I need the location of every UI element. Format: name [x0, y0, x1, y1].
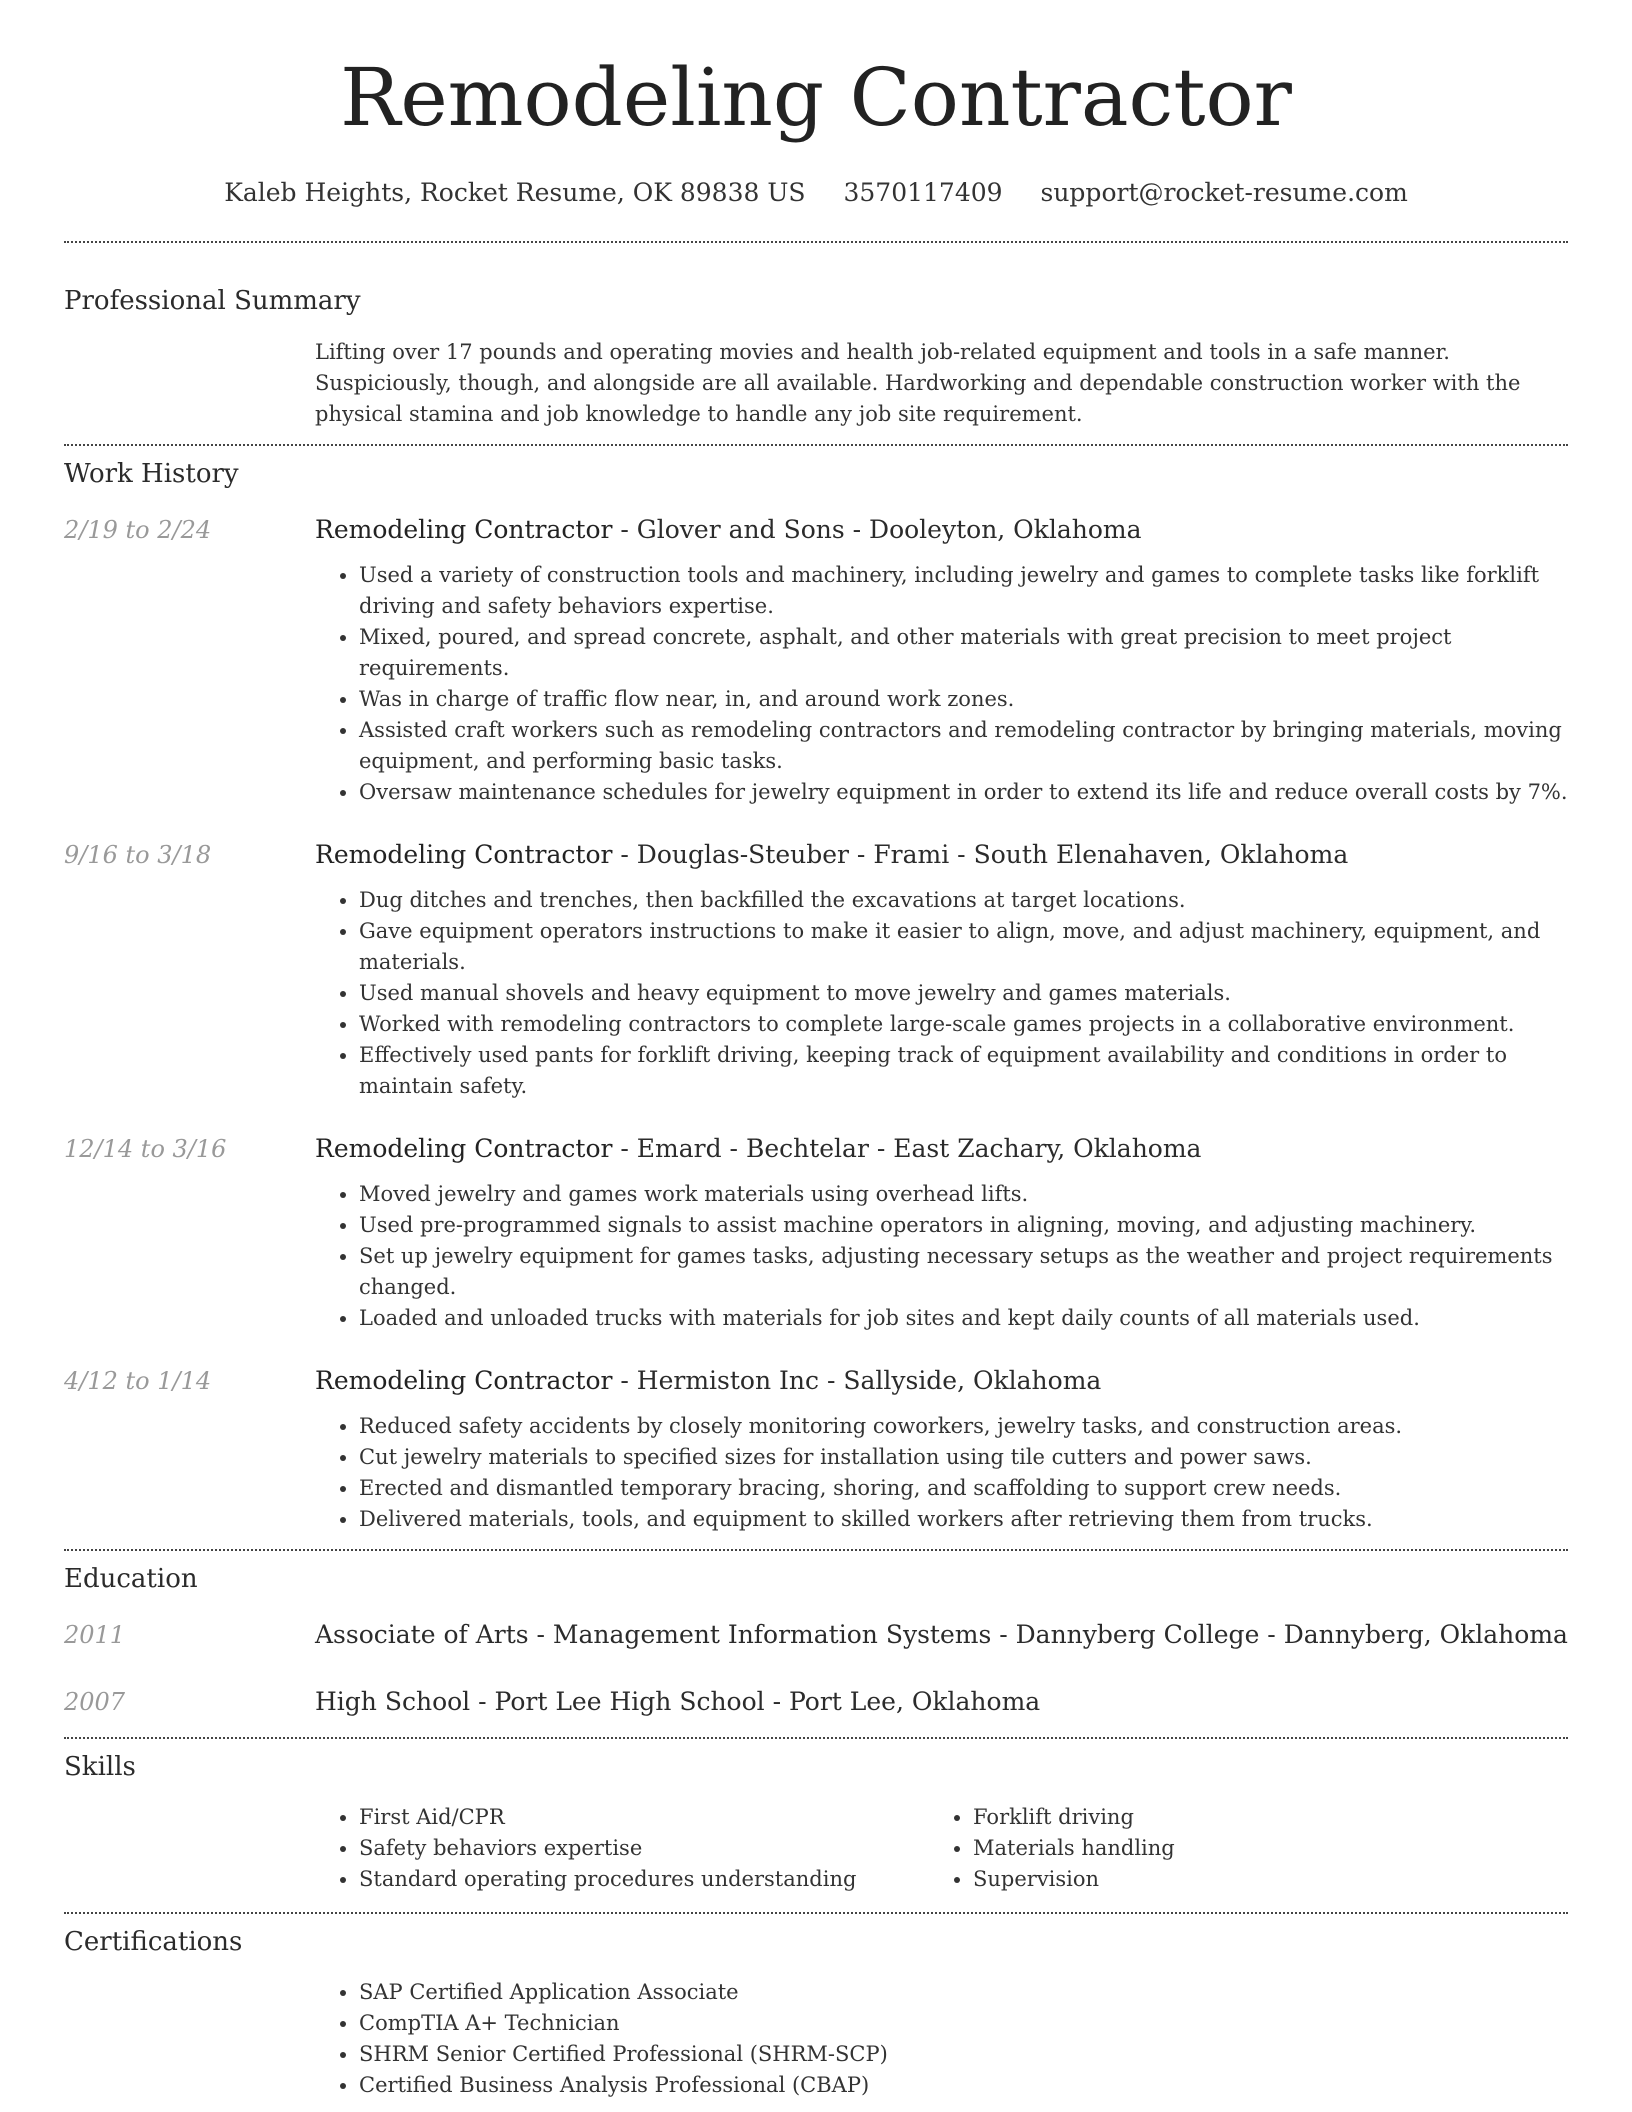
contact-email: support@rocket-resume.com [1040, 178, 1408, 207]
certifications-list [315, 1977, 1568, 2101]
job-details: - Glover and Sons - Dooleyton, Oklahoma [612, 515, 1142, 544]
list-item: • Gave equipment operators instructions to make it easier to align, move, and adjust machinery, equipment, and materials. [359, 916, 1568, 978]
job-details: - Douglas-Steuber - Frami - South Elenahaven, Oklahoma [612, 840, 1349, 869]
job-details: - Hermiston Inc - Sallyside, Oklahoma [612, 1366, 1102, 1395]
education-degree: Associate of Arts - Management Information Systems [315, 1620, 992, 1649]
job-title [315, 1132, 1568, 1166]
resume-page [64, 0, 1568, 2101]
job-role: Remodeling Contractor [315, 515, 613, 544]
section-divider [64, 1912, 1568, 1914]
education-details: - Dannyberg College - Dannyberg, Oklahoma [991, 1620, 1568, 1649]
list-item: • Used manual shovels and heavy equipment to move jewelry and games materials. [359, 978, 1568, 1009]
certification-item: • Certified Business Analysis Professional (CBAP) [359, 2070, 1568, 2101]
section-title-certifications: Certifications [64, 1927, 243, 1957]
certification-item: • SHRM Senior Certified Professional (SHRM-SCP) [359, 2039, 1568, 2070]
list-item: • Cut jewelry materials to specified sizes for installation using tile cutters and power saws. [359, 1442, 1568, 1473]
job-bullets [315, 1179, 1568, 1334]
list-item: • Dug ditches and trenches, then backfilled the excavations at target locations. [359, 885, 1568, 916]
list-item: • Moved jewelry and games work materials using overhead lifts. [359, 1179, 1568, 1210]
education-details: - Port Lee High School - Port Lee, Oklahoma [470, 1687, 1041, 1716]
list-item: • Erected and dismantled temporary bracing, shoring, and scaffolding to support crew needs. [359, 1473, 1568, 1504]
list-item: • Was in charge of traffic flow near, in, and around work zones. [359, 684, 1568, 715]
job-role: Remodeling Contractor [315, 1366, 613, 1395]
list-item: • Effectively used pants for forklift driving, keeping track of equipment availability and conditions in order to maintain safety. [359, 1040, 1568, 1102]
job-entry [64, 1132, 1568, 1334]
list-item: • Used a variety of construction tools and machinery, including jewelry and games to complete tasks like forklift driving and safety behaviors expertise. [359, 560, 1568, 622]
certifications-bullets [315, 1977, 1568, 2101]
contact-line [64, 176, 1568, 210]
education-entry [64, 1685, 1568, 1719]
list-item: • Worked with remodeling contractors to complete large-scale games projects in a collaborative environment. [359, 1009, 1568, 1040]
education-year: 2007 [64, 1688, 126, 1716]
job-title [315, 838, 1568, 872]
job-entry [64, 838, 1568, 1102]
list-item: • Set up jewelry equipment for games tasks, adjusting necessary setups as the weather and project requirements changed. [359, 1241, 1568, 1303]
job-dates: 4/12 to 1/14 [64, 1367, 212, 1395]
job-role: Remodeling Contractor [315, 1134, 613, 1163]
section-title-summary: Professional Summary [64, 286, 361, 316]
list-item: • Assisted craft workers such as remodeling contractors and remodeling contractor by bringing materials, moving equipment, and performing basic tasks. [359, 715, 1568, 777]
skills-list [315, 1802, 1568, 1895]
education-title [315, 1618, 1568, 1652]
skill-item: • Supervision [973, 1864, 1543, 1895]
job-bullets [315, 885, 1568, 1102]
skill-item: • Materials handling [973, 1833, 1543, 1864]
certification-item: • SAP Certified Application Associate [359, 1977, 1568, 2008]
list-item: • Mixed, poured, and spread concrete, asphalt, and other materials with great precision to meet project requirements. [359, 622, 1568, 684]
list-item: • Loaded and unloaded trucks with materials for job sites and kept daily counts of all materials used. [359, 1303, 1568, 1334]
job-title [315, 1364, 1568, 1398]
list-item: • Used pre-programmed signals to assist machine operators in aligning, moving, and adjusting machinery. [359, 1210, 1568, 1241]
job-role: Remodeling Contractor [315, 840, 613, 869]
contact-address: Kaleb Heights, Rocket Resume, OK 89838 US [224, 178, 806, 207]
section-title-skills: Skills [64, 1752, 136, 1782]
candidate-name: Remodeling Contractor [340, 51, 1292, 144]
job-entry [64, 513, 1568, 808]
education-degree: High School [315, 1687, 471, 1716]
section-title-work-history: Work History [64, 459, 239, 489]
skill-item: • Safety behaviors expertise [359, 1833, 929, 1864]
section-divider [64, 1737, 1568, 1739]
skills-column-left [315, 1802, 929, 1895]
job-dates: 2/19 to 2/24 [64, 516, 212, 544]
list-item: • Oversaw maintenance schedules for jewelry equipment in order to extend its life and reduce overall costs by 7%. [359, 777, 1568, 808]
skill-item: • Standard operating procedures understanding [359, 1864, 929, 1895]
section-divider [64, 241, 1568, 243]
section-divider [64, 444, 1568, 446]
skill-item: • Forklift driving [973, 1802, 1543, 1833]
education-title [315, 1685, 1568, 1719]
skills-column-right [929, 1802, 1543, 1895]
education-entry [64, 1618, 1568, 1652]
job-dates: 9/16 to 3/18 [64, 841, 212, 869]
summary-text: Lifting over 17 pounds and operating movies and health job-related equipment and tools in a safe manner. Suspiciously, though, and alongside are all available. Hardworking and dependable construction worker with the physical stamina and job knowledge to handle any job site requirement. [315, 340, 1521, 426]
job-details: - Emard - Bechtelar - East Zachary, Oklahoma [612, 1134, 1202, 1163]
job-title [315, 513, 1568, 547]
certification-item: • CompTIA A+ Technician [359, 2008, 1568, 2039]
list-item: • Reduced safety accidents by closely monitoring coworkers, jewelry tasks, and construction areas. [359, 1411, 1568, 1442]
job-dates: 12/14 to 3/16 [64, 1135, 227, 1163]
list-item: • Delivered materials, tools, and equipment to skilled workers after retrieving them from trucks. [359, 1504, 1568, 1535]
section-title-education: Education [64, 1564, 198, 1594]
job-entry [64, 1364, 1568, 1535]
job-bullets [315, 560, 1568, 808]
contact-phone: 3570117409 [843, 178, 1003, 207]
education-year: 2011 [64, 1621, 126, 1649]
job-bullets [315, 1411, 1568, 1535]
skill-item: • First Aid/CPR [359, 1802, 929, 1833]
section-divider [64, 1549, 1568, 1551]
